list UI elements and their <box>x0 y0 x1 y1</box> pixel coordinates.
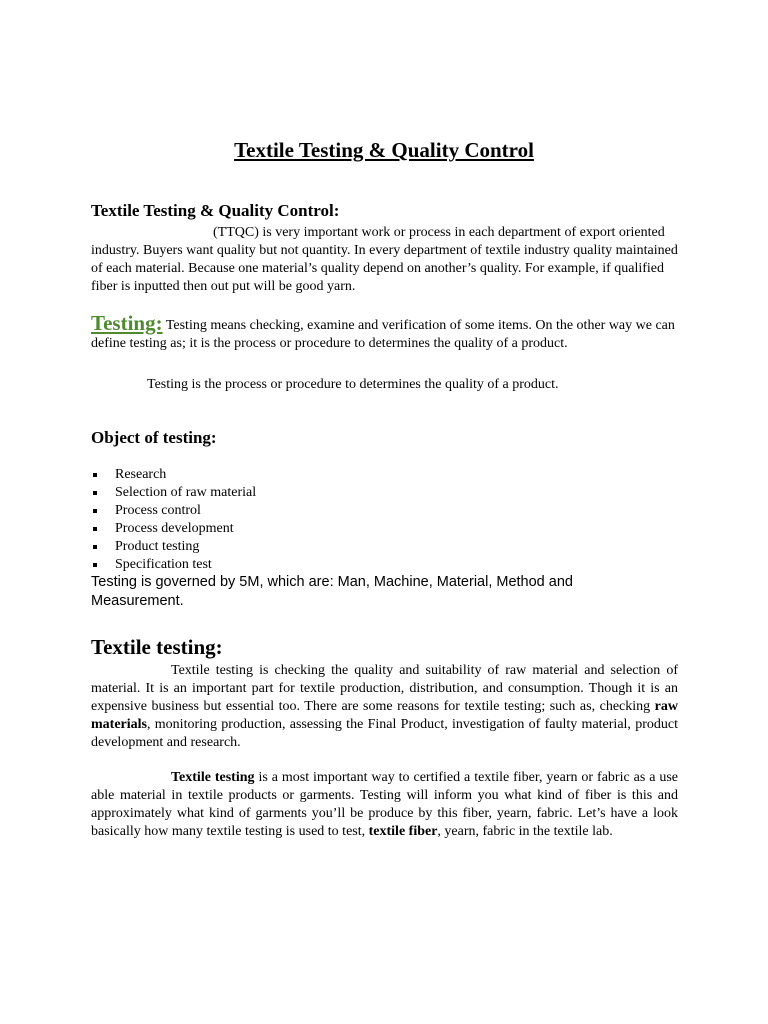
bullet-icon <box>93 509 97 513</box>
list-item: Selection of raw material <box>91 484 256 502</box>
list-item: Process development <box>91 520 256 538</box>
textile-testing-bold: Textile testing <box>171 770 255 785</box>
ttqc-paragraph-text: (TTQC) is very important work or process in each department of export oriented industry. Buyers want quality but not quantity. In every department of textile industry quality maintained of each material. Because one material’s quality depend on another’s quality. For example, if qualified fiber is inputted then out put will be good yarn. <box>91 225 678 294</box>
object-list <box>91 466 256 574</box>
testing-definition-text: Testing is the process or procedure to determines the quality of a product. <box>147 377 559 392</box>
testing-label: Testing: <box>91 311 163 335</box>
testing-paragraph <box>91 311 678 353</box>
list-item: Specification test <box>91 556 256 574</box>
testing-text: Testing means checking, examine and verification of some items. On the other way we can define testing as; it is the process or procedure to determines the quality of a product. <box>91 318 675 351</box>
testing-definition <box>91 376 678 394</box>
governed-5m-text: Testing is governed by 5M, which are: Man, Machine, Material, Method and Measurement. <box>91 574 573 609</box>
section-heading-ttqc: Textile Testing & Quality Control: <box>91 201 340 220</box>
list-item: Process control <box>91 502 256 520</box>
bullet-icon <box>93 527 97 531</box>
list-item: Research <box>91 466 256 484</box>
bullet-icon <box>93 545 97 549</box>
textile-testing-paragraph-2: Textile testing is a most important way to certified a textile fiber, yearn or fabric as a use able material in textile products or garments. Testing will inform you what kind of fiber is this and approximately what kind of garments you’ll be produce by this fiber, yearn, fabric. Let’s have a look basically how many textile testing is used to test, textile fiber, yearn, fabric in the textile lab. <box>91 770 679 839</box>
raw-materials-bold: raw materials <box>91 699 678 732</box>
textile-testing-heading: Textile testing: <box>91 635 223 659</box>
bullet-icon <box>93 473 97 477</box>
bullet-icon <box>93 491 97 495</box>
bullet-icon <box>93 563 97 567</box>
list-item: Product testing <box>91 538 256 556</box>
textile-fiber-bold: textile fiber <box>368 824 438 839</box>
textile-testing-paragraph-1: Textile testing is checking the quality and suitability of raw material and selection of material. It is an important part for textile production, distribution, and consumption. Though it is an expensive business but essential too. There are some reasons for textile testing; such as, checking raw materials, monitoring production, assessing the Final Product, investigation of faulty material, product development and research. <box>91 663 678 750</box>
ttqc-paragraph <box>91 224 678 296</box>
object-of-testing-heading: Object of testing: <box>91 428 217 447</box>
document-title: Textile Testing & Quality Control <box>234 138 534 162</box>
